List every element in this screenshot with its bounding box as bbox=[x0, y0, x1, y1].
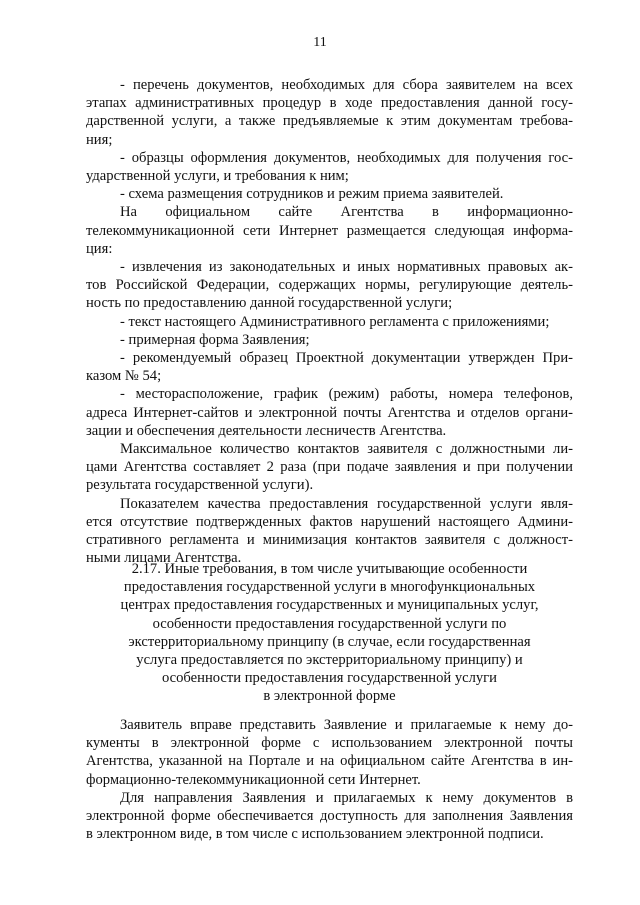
text-line: зации и обеспечения деятельности лесничеств Агентства. bbox=[86, 422, 447, 439]
paragraph bbox=[86, 76, 573, 149]
paragraph bbox=[86, 440, 573, 495]
text-line: - образцы оформления документов, необходимых для получения гос- bbox=[120, 149, 573, 166]
text-line: - примерная форма Заявления; bbox=[120, 331, 310, 348]
paragraph bbox=[86, 789, 573, 844]
text-line: На официальном сайте Агентства в информационно- bbox=[120, 204, 573, 221]
text-line: дарственной услуги, а также предъявляемые к этим документам требова- bbox=[86, 113, 573, 130]
heading-line: предоставления государственной услуги в многофункциональных bbox=[123, 579, 536, 596]
paragraph bbox=[86, 258, 573, 313]
text-line: - схема размещения сотрудников и режим приема заявителей. bbox=[120, 186, 504, 203]
text-line: этапах административных процедур в ходе предоставления данной госу- bbox=[86, 95, 573, 112]
paragraph bbox=[86, 313, 573, 331]
paragraph bbox=[86, 331, 573, 349]
text-line: ется отсутствие подтвержденных фактов нарушений настоящего Админи- bbox=[86, 513, 573, 530]
page-number: 11 bbox=[313, 35, 327, 50]
text-line: - текст настоящего Административного регламента с приложениями; bbox=[120, 313, 550, 330]
text-line: адреса Интернет-сайтов и электронной почты Агентства и отделов органи- bbox=[86, 404, 573, 421]
paragraph bbox=[86, 185, 573, 203]
text-line: цами Агентства составляет 2 раза (при подаче заявления и при получении bbox=[86, 459, 573, 476]
section-body-1 bbox=[86, 76, 573, 567]
paragraph bbox=[86, 349, 573, 385]
paragraph bbox=[86, 716, 573, 789]
text-line: тов Российской Федерации, содержащих нормы, регулирующие деятель- bbox=[86, 277, 573, 294]
text-line: формационно-телекоммуникационной сети Интернет. bbox=[86, 771, 421, 788]
text-line: Показателем качества предоставления государственной услуги явля- bbox=[120, 495, 573, 512]
text-line: - извлечения из законодательных и иных нормативных правовых ак- bbox=[120, 259, 573, 276]
heading-line: экстерриториальному принципу (в случае, если государственная bbox=[128, 633, 531, 650]
heading-line: услуга предоставляется по экстерриториальному принципу) и bbox=[136, 652, 523, 669]
text-line: ными лицами Агентства. bbox=[86, 550, 242, 567]
heading-line: центрах предоставления государственных и муниципальных услуг, bbox=[120, 597, 539, 614]
heading-line: 2.17. Иные требования, в том числе учитывающие особенности bbox=[131, 561, 528, 577]
text-line: - рекомендуемый образец Проектной документации утвержден При- bbox=[120, 350, 573, 367]
text-line: кументы в электронной форме с использованием электронной почты bbox=[86, 735, 573, 752]
text-line: ция: bbox=[86, 240, 113, 257]
paragraph bbox=[86, 203, 573, 258]
heading-line: особенности предоставления государственной услуги по bbox=[152, 615, 507, 632]
paragraph bbox=[86, 385, 573, 440]
text-line: - месторасположение, график (режим) работы, номера телефонов, bbox=[120, 386, 573, 403]
text-line: Заявитель вправе представить Заявление и прилагаемые к нему до- bbox=[120, 717, 573, 733]
text-line: ность по предоставлению данной государственной услуги; bbox=[86, 295, 453, 312]
text-line: Агентства, указанной на Портале и на официальном сайте Агентства в ин- bbox=[86, 753, 573, 770]
text-line: казом № 54; bbox=[86, 368, 162, 385]
heading-line: особенности предоставления государственной услуги bbox=[162, 670, 497, 687]
paragraph bbox=[86, 149, 573, 185]
text-line: ударственной услуги, и требования к ним; bbox=[86, 168, 349, 185]
text-line: Для направления Заявления и прилагаемых к нему документов в bbox=[120, 789, 573, 806]
text-line: - перечень документов, необходимых для сбора заявителем на всех bbox=[120, 77, 573, 93]
text-line: Максимальное количество контактов заявителя с должностными ли- bbox=[120, 441, 573, 458]
text-line: телекоммуникационной сети Интернет размещается следующая информа- bbox=[86, 222, 573, 239]
text-line: стративного регламента и минимизация контактов заявителя с должност- bbox=[86, 532, 573, 549]
text-line: ния; bbox=[86, 131, 113, 148]
text-line: в электронном виде, в том числе с использованием электронной подписи. bbox=[86, 826, 544, 843]
section-heading bbox=[86, 560, 573, 706]
text-line: результата государственной услуги). bbox=[86, 477, 314, 494]
paragraph bbox=[86, 495, 573, 568]
section-body-2 bbox=[86, 716, 573, 843]
heading-line: в электронной форме bbox=[263, 688, 396, 705]
text-line: электронной форме обеспечивается доступность для заполнения Заявления bbox=[86, 808, 573, 825]
